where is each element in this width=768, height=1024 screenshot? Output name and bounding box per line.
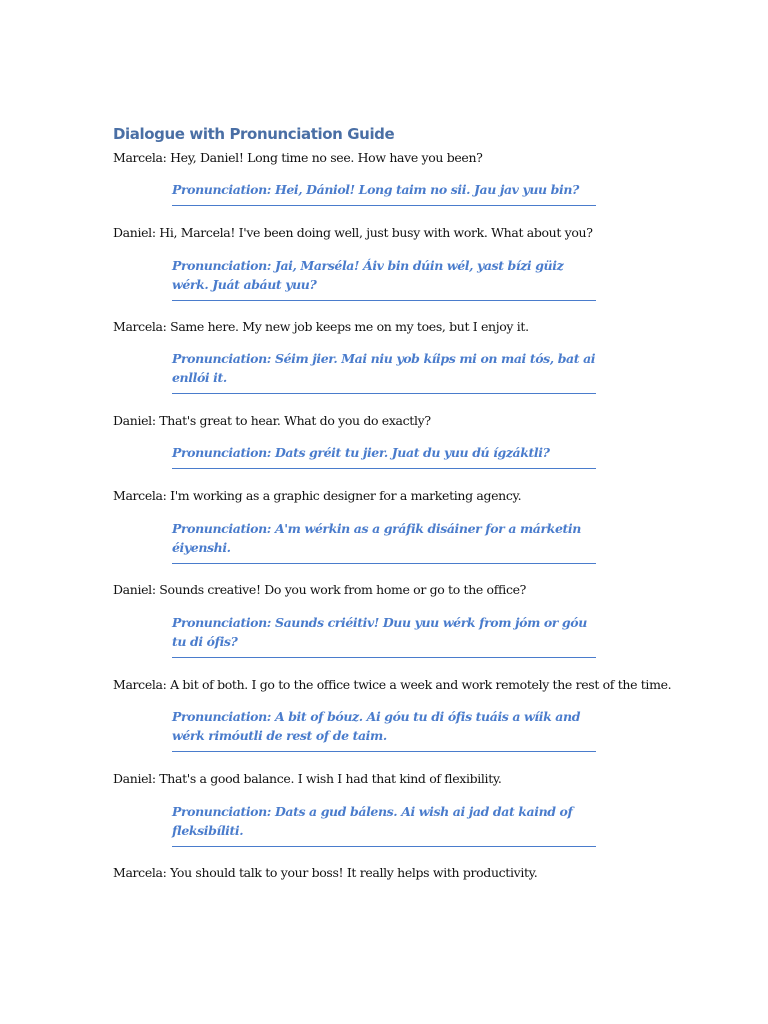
dialogue-line: Marcela: A bit of both. I go to the office twice a week and work remotely the rest of the time. — [113, 677, 672, 692]
dialogue-line: Marcela: Hey, Daniel! Long time no see. How have you been? — [113, 150, 483, 165]
pronunciation-guide: Pronunciation: Dats gréit tu jier. Juat du yuu dú ígzáktli? — [172, 443, 596, 469]
pronunciation-guide: Pronunciation: Dats a gud bálens. Ai wish ai jad dat kaind of fleksibíliti. — [172, 802, 596, 847]
dialogue-line: Daniel: Sounds creative! Do you work from home or go to the office? — [113, 582, 526, 597]
pronunciation-guide: Pronunciation: A bit of bóuz. Ai góu tu di ófis tuáis a wíik and wérk rimóutli de rest of de taim. — [172, 707, 596, 752]
dialogue-line: Daniel: That's a good balance. I wish I had that kind of flexibility. — [113, 771, 502, 786]
pronunciation-guide: Pronunciation: Saunds criéitiv! Duu yuu wérk from jóm or góu tu di ófis? — [172, 613, 596, 658]
dialogue-line: Marcela: I'm working as a graphic designer for a marketing agency. — [113, 488, 522, 503]
pronunciation-guide: Pronunciation: A'm wérkin as a gráfik disáiner for a márketin éiyenshi. — [172, 519, 596, 564]
dialogue-line: Daniel: Hi, Marcela! I've been doing well, just busy with work. What about you? — [113, 225, 593, 240]
pronunciation-guide: Pronunciation: Jai, Marséla! Áiv bin dúin wél, yast bízi güiz wérk. Juát abáut yuu? — [172, 256, 596, 301]
dialogue-line: Marcela: You should talk to your boss! It really helps with productivity. — [113, 865, 538, 880]
pronunciation-guide: Pronunciation: Hei, Dániol! Long taim no sii. Jau jav yuu bin? — [172, 180, 596, 206]
dialogue-line: Daniel: That's great to hear. What do you do exactly? — [113, 413, 431, 428]
document-title: Dialogue with Pronunciation Guide — [113, 125, 395, 143]
dialogue-line: Marcela: Same here. My new job keeps me on my toes, but I enjoy it. — [113, 319, 529, 334]
pronunciation-guide: Pronunciation: Séim jier. Mai niu yob kíips mi on mai tós, bat ai enllói it. — [172, 349, 596, 394]
